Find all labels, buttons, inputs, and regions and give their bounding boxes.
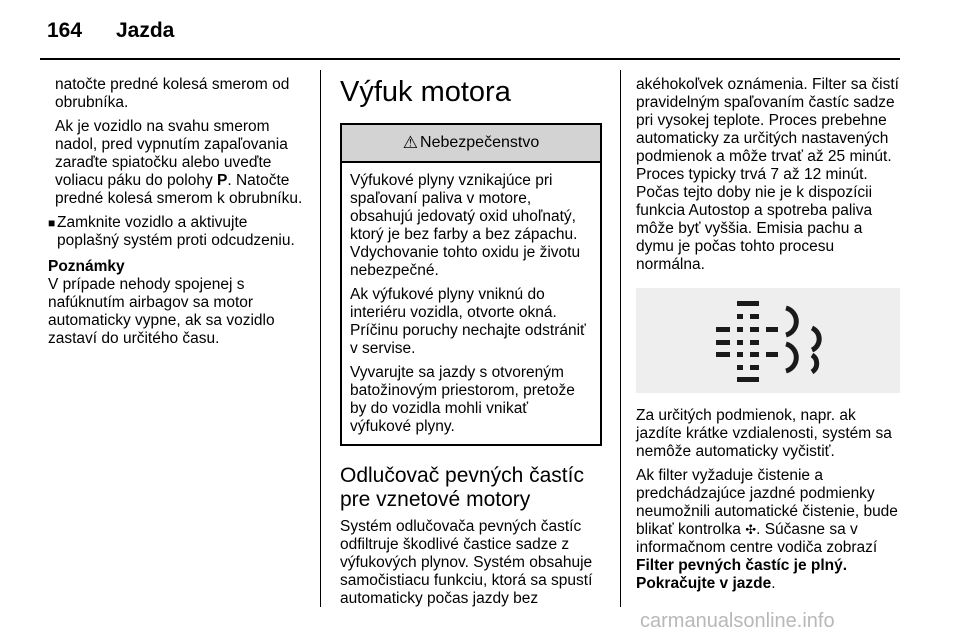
note-heading: Poznámky [48,258,125,275]
section-heading: Výfuk motora [340,76,511,108]
page-header [0,0,960,62]
column-divider-1 [320,70,321,607]
gear-position: P [217,172,228,189]
list-item-text: Zamknite vozidlo a aktivujte poplašný systém proti odcudzeniu. [57,214,295,249]
chapter-title: Jazda [116,19,175,42]
warning-body [342,163,600,444]
conditions-paragraph: Za určitých podmienok, napr. ak jazdíte krátke vzdialenosti, systém sa nemôže automaticky vyčistiť. [636,407,892,460]
continued-text: natočte predné kolesá smerom od obrubníka. [55,76,290,111]
diesel-particulate-filter-illustration [636,288,900,393]
particulate-filter-warning-icon: ✣ [745,522,757,537]
page-number: 164 [47,19,83,42]
subsection-heading: Odlučovač pevných častíc pre vznetové motory [340,464,584,511]
list-item [48,214,310,250]
column-3 [636,76,902,599]
note-text: V prípade nehody spojenej s nafúknutím airbagov sa motor automaticky vypne, ak sa vozidlo zastaví do určitého času. [48,276,275,347]
warning-paragraph: Ak výfukové plyny vniknú do interiéru vozidla, otvorte okná. Príčinu poruchy nechajte odstrániť v servise. [350,286,586,357]
warning-title: Nebezpečenstvo [420,134,540,151]
warning-paragraph: Výfukové plyny vznikajúce pri spaľovaní paliva v motore, obsahujú jedovatý oxid uhoľnatý, ktorý je bez farby a bez zápachu. Vdychovanie tohto oxidu je životu nebezpečné. [350,172,581,279]
filter-paragraph: Systém odlučovača pevných častíc odfiltruje škodlivé častice sadze z výfukových plynov. Systém obsahuje samočistiacu funkciu, ktorá sa spustí automaticky počas jazdy bez [340,518,593,607]
slope-paragraph: Ak je vozidlo na svahu smerom nadol, pred vypnutím zapaľovania zaraďte spiatočku alebo uveďte voliacu páku do polohy P. Natočte predné kolesá smerom k obrubníku. [55,118,303,207]
watermark: carmanualsonline.info [640,610,835,632]
header-rule [40,58,900,60]
column-2 [340,76,602,614]
warning-box [340,123,602,446]
warning-header [342,125,600,163]
cleaning-paragraph: Ak filter vyžaduje čistenie a predchádzajúce jazdné podmienky neumožnili automatické čistenie, bude blikať kontrolka ✣. Súčasne sa v informačnom centre vodiča zobrazí Filter pevných častíc je plný. Pokračujte v jazde. [636,467,898,592]
column-divider-2 [620,70,621,607]
bullet-square-icon: ■ [48,216,56,230]
continued-paragraph: akéhokoľvek oznámenia. Filter sa čistí pravidelným spaľovaním častíc sadze pri vysokej teplote. Proces prebehne automaticky za určitých nastavených podmienok a môže trvať až 25 minút. Proces typicky trvá 7 až 12 minút. Počas tejto doby nie je k dispozícii funkcia Autostop a spotreba paliva môže byť vyššia. Emisia pachu a dymu je počas tohto procesu normálna. [636,76,899,273]
column-1 [48,76,310,354]
warning-triangle-icon: ⚠ [402,133,419,152]
warning-paragraph: Vyvarujte sa jazdy s otvoreným batožinovým priestorom, pretože by do vozidla mohli vnikať výfukové plyny. [350,364,575,435]
diesel-particulate-filter-icon [636,288,900,393]
dic-message: Filter pevných častíc je plný. Pokračujte v jazde [636,557,848,592]
